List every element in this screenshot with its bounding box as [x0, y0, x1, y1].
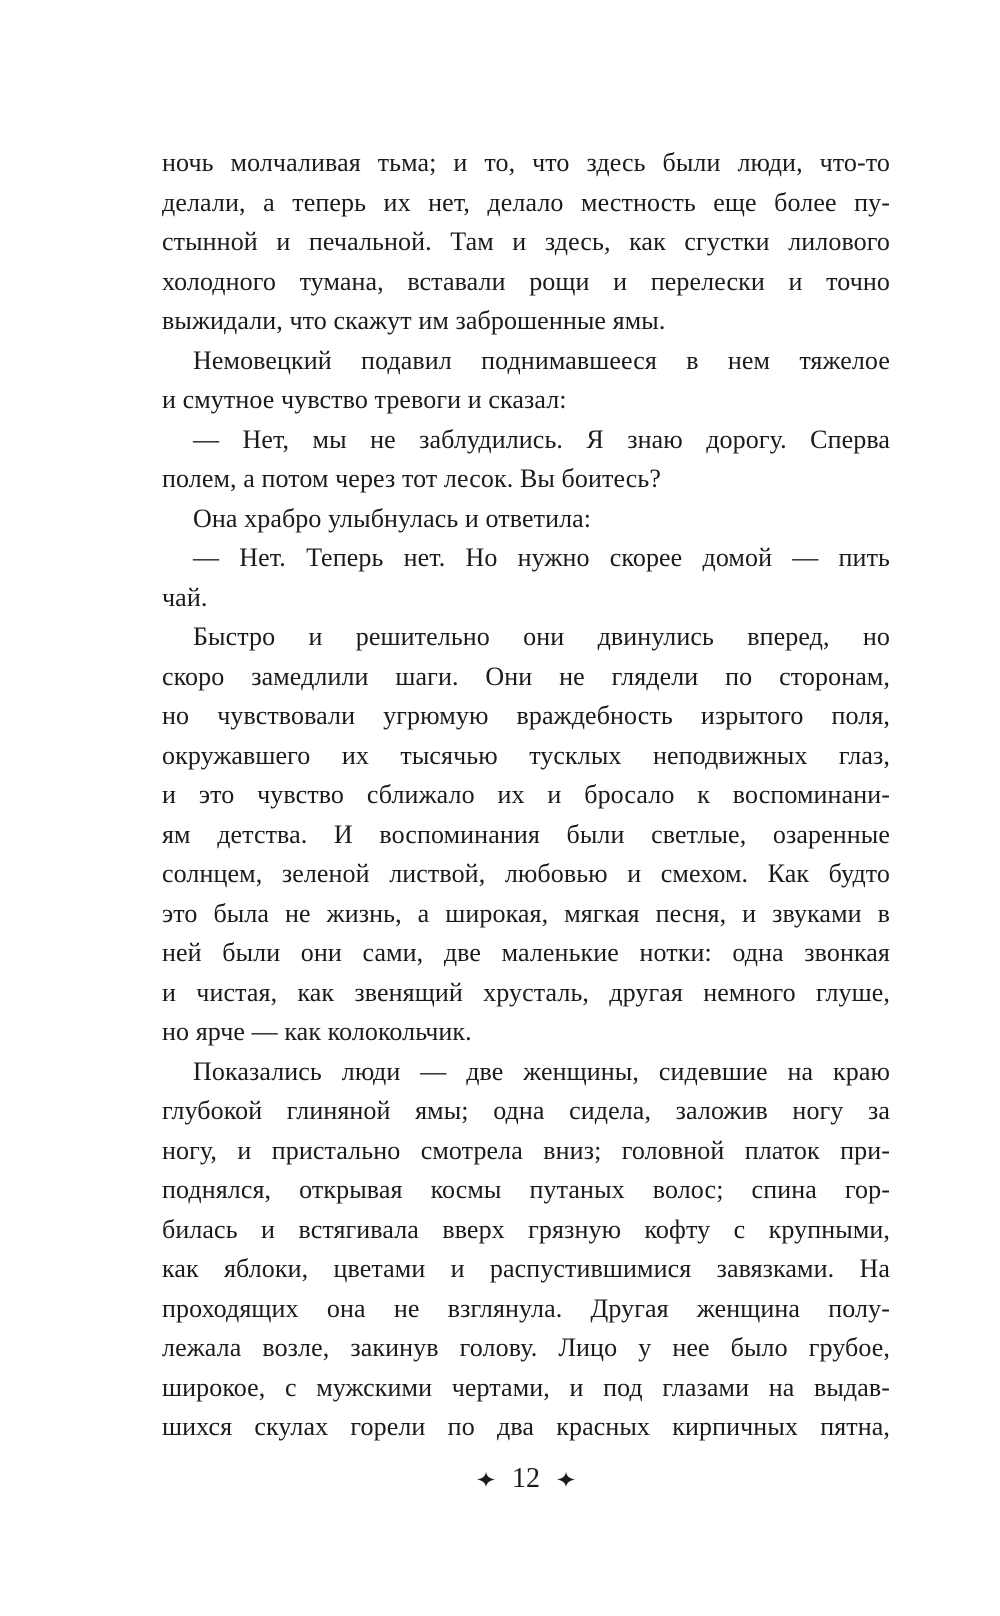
four-pointed-star-icon — [477, 1472, 495, 1487]
page-number: 12 — [512, 1463, 540, 1494]
text-line: шихся скулах горели по два красных кирпичных пятна, — [162, 1412, 890, 1441]
text-line: холодного тумана, вставали рощи и перелески и точно — [162, 266, 890, 296]
text-line: Немовецкий подавил поднимавшееся в нем тяжелое — [193, 345, 890, 375]
paragraph — [162, 538, 890, 617]
text-line: билась и встягивала вверх грязную кофту с крупными, — [162, 1214, 890, 1244]
text-line: скоро замедлили шаги. Они не глядели по сторонам, — [162, 661, 890, 691]
paragraph — [162, 341, 890, 420]
text-line: и смутное чувство тревоги и сказал: — [162, 385, 567, 414]
paragraph — [162, 617, 890, 1052]
paragraph — [162, 499, 890, 539]
text-line: ней были они сами, две маленькие нотки: одна звонкая — [162, 938, 890, 967]
text-line: ям детства. И воспоминания были светлые, озаренные — [162, 819, 890, 849]
text-line: это была не жизнь, а широкая, мягкая песня, и звуками в — [162, 898, 890, 928]
paragraph — [162, 1052, 890, 1447]
text-line: и чистая, как звенящий хрусталь, другая немного глуше, — [162, 977, 890, 1007]
four-pointed-star-icon — [557, 1472, 575, 1487]
text-line: Показались люди — две женщины, сидевшие на краю — [193, 1056, 890, 1086]
text-line: полем, а потом через тот лесок. Вы боитесь? — [162, 464, 661, 493]
text-line: глубокой глиняной ямы; одна сидела, заложив ногу за — [162, 1096, 890, 1125]
text-line: делали, а теперь их нет, делало местность еще более пу- — [162, 187, 890, 217]
page-footer — [162, 1462, 890, 1496]
text-line: лежала возле, закинув голову. Лицо у нее было грубое, — [162, 1333, 890, 1362]
paragraph — [162, 143, 890, 341]
text-line: поднялся, открывая космы путаных волос; спина гор- — [162, 1175, 890, 1204]
text-line: но чувствовали угрюмую враждебность изрытого поля, — [162, 701, 890, 730]
text-line: солнцем, зеленой листвой, любовью и смехом. Как будто — [162, 859, 890, 888]
text-line: чай. — [162, 582, 208, 612]
text-line: стынной и печальной. Там и здесь, как сгустки лилового — [162, 227, 890, 256]
text-line: широкое, с мужскими чертами, и под глазами на выдав- — [162, 1372, 890, 1402]
paragraph — [162, 420, 890, 499]
text-line: и это чувство сближало их и бросало к воспоминани- — [162, 780, 890, 809]
text-block — [162, 143, 890, 1447]
text-line: окружавшего их тысячью тусклых неподвижных глаз, — [162, 740, 890, 770]
text-line: — Нет. Теперь нет. Но нужно скорее домой — пить — [193, 543, 890, 572]
text-line: Быстро и решительно они двинулись вперед, но — [193, 622, 890, 651]
text-line: как яблоки, цветами и распустившимися завязками. На — [162, 1254, 890, 1283]
text-line: — Нет, мы не заблудились. Я знаю дорогу. Сперва — [193, 424, 890, 454]
text-line: ногу, и пристально смотрела вниз; головной платок при- — [162, 1135, 890, 1165]
text-line: Она храбро улыбнулась и ответила: — [193, 503, 592, 533]
text-line: проходящих она не взглянула. Другая женщина полу- — [162, 1293, 890, 1323]
text-line: ночь молчаливая тьма; и то, что здесь были люди, что-то — [162, 148, 890, 177]
text-line: но ярче — как колокольчик. — [162, 1017, 472, 1046]
text-line: выжидали, что скажут им заброшенные ямы. — [162, 306, 666, 335]
